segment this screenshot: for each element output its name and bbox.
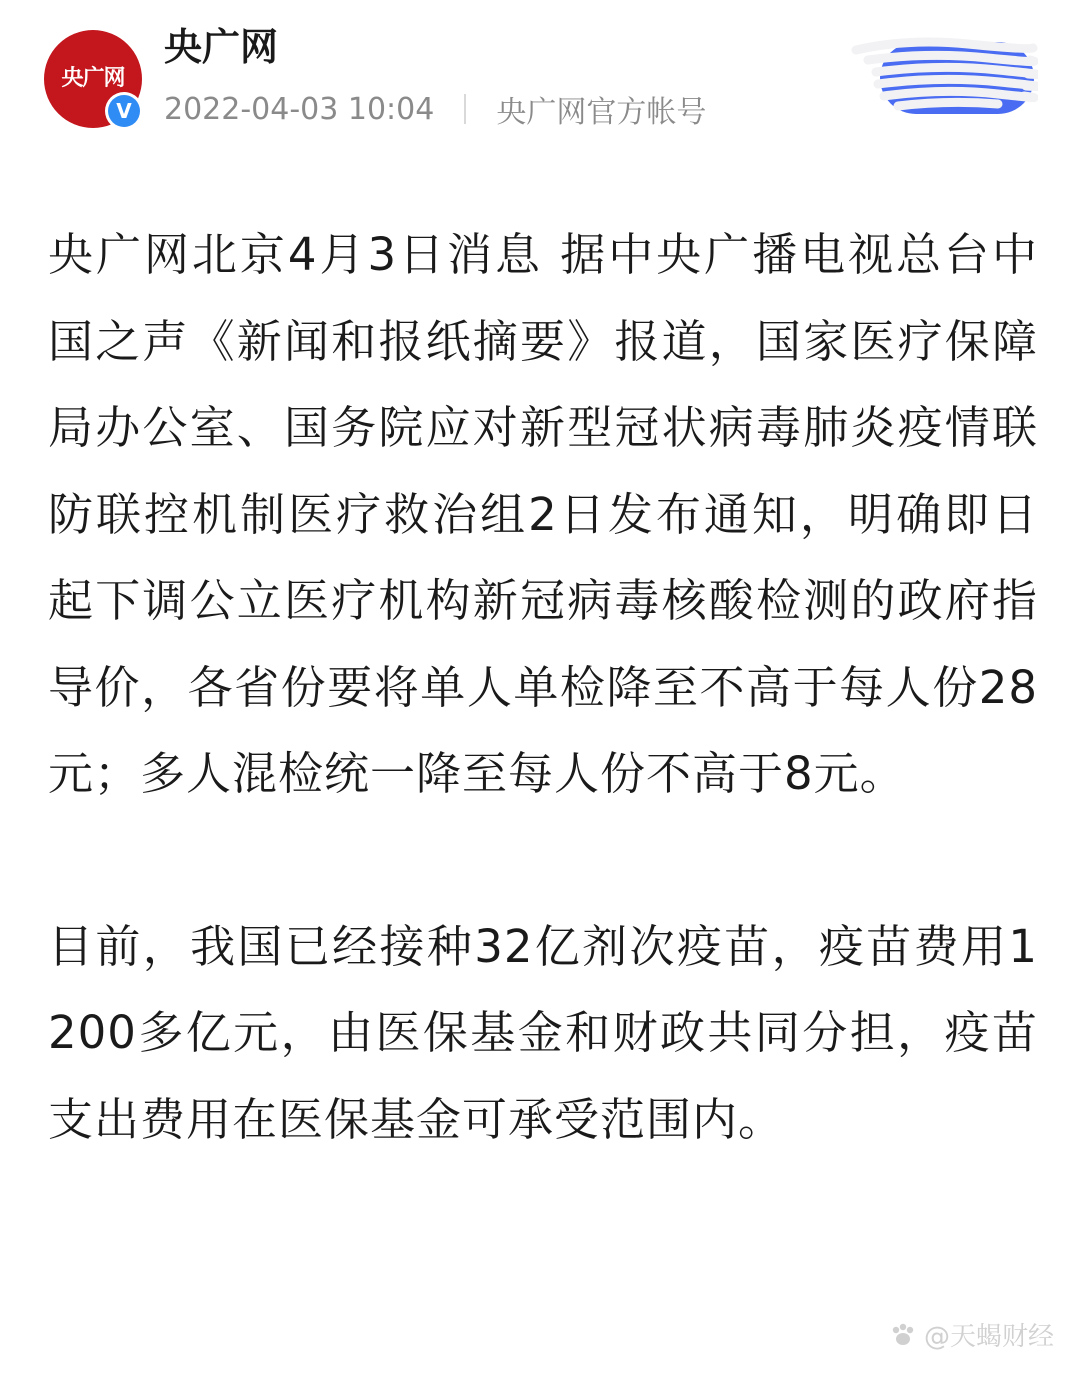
watermark	[888, 1316, 1054, 1353]
article-body	[48, 212, 1038, 1163]
post-meta	[164, 88, 706, 130]
scribble-redaction-icon	[848, 30, 1038, 120]
publish-time: 2022-04-03 10:04	[164, 91, 435, 127]
avatar-logo-text: 央广网	[61, 65, 125, 91]
article-header	[0, 0, 1080, 150]
meta-divider	[464, 94, 466, 124]
article-paragraph: 目前，我国已经接种32亿剂次疫苗，疫苗费用1200多亿元，由医保基金和财政共同分担，疫苗支出费用在医保基金可承受范围内。	[48, 919, 1038, 1146]
paw-icon	[888, 1320, 918, 1350]
verified-mark: V	[108, 95, 140, 127]
account-name[interactable]: 央广网	[164, 25, 279, 69]
verified-badge-icon	[105, 92, 143, 130]
account-type-label: 央广网官方帐号	[496, 95, 707, 130]
article-paragraph: 央广网北京4月3日消息 据中央广播电视总台中国之声《新闻和报纸摘要》报道，国家医疗保障局办公室、国务院应对新型冠状病毒肺炎疫情联防联控机制医疗救治组2日发布通知，明确即日起下调公立医疗机构新冠病毒核酸检测的政府指导价，各省份要将单人单检降至不高于每人份28元；多人混检统一降至每人份不高于8元。	[48, 228, 1038, 800]
watermark-text: @天蝎财经	[923, 1322, 1054, 1352]
